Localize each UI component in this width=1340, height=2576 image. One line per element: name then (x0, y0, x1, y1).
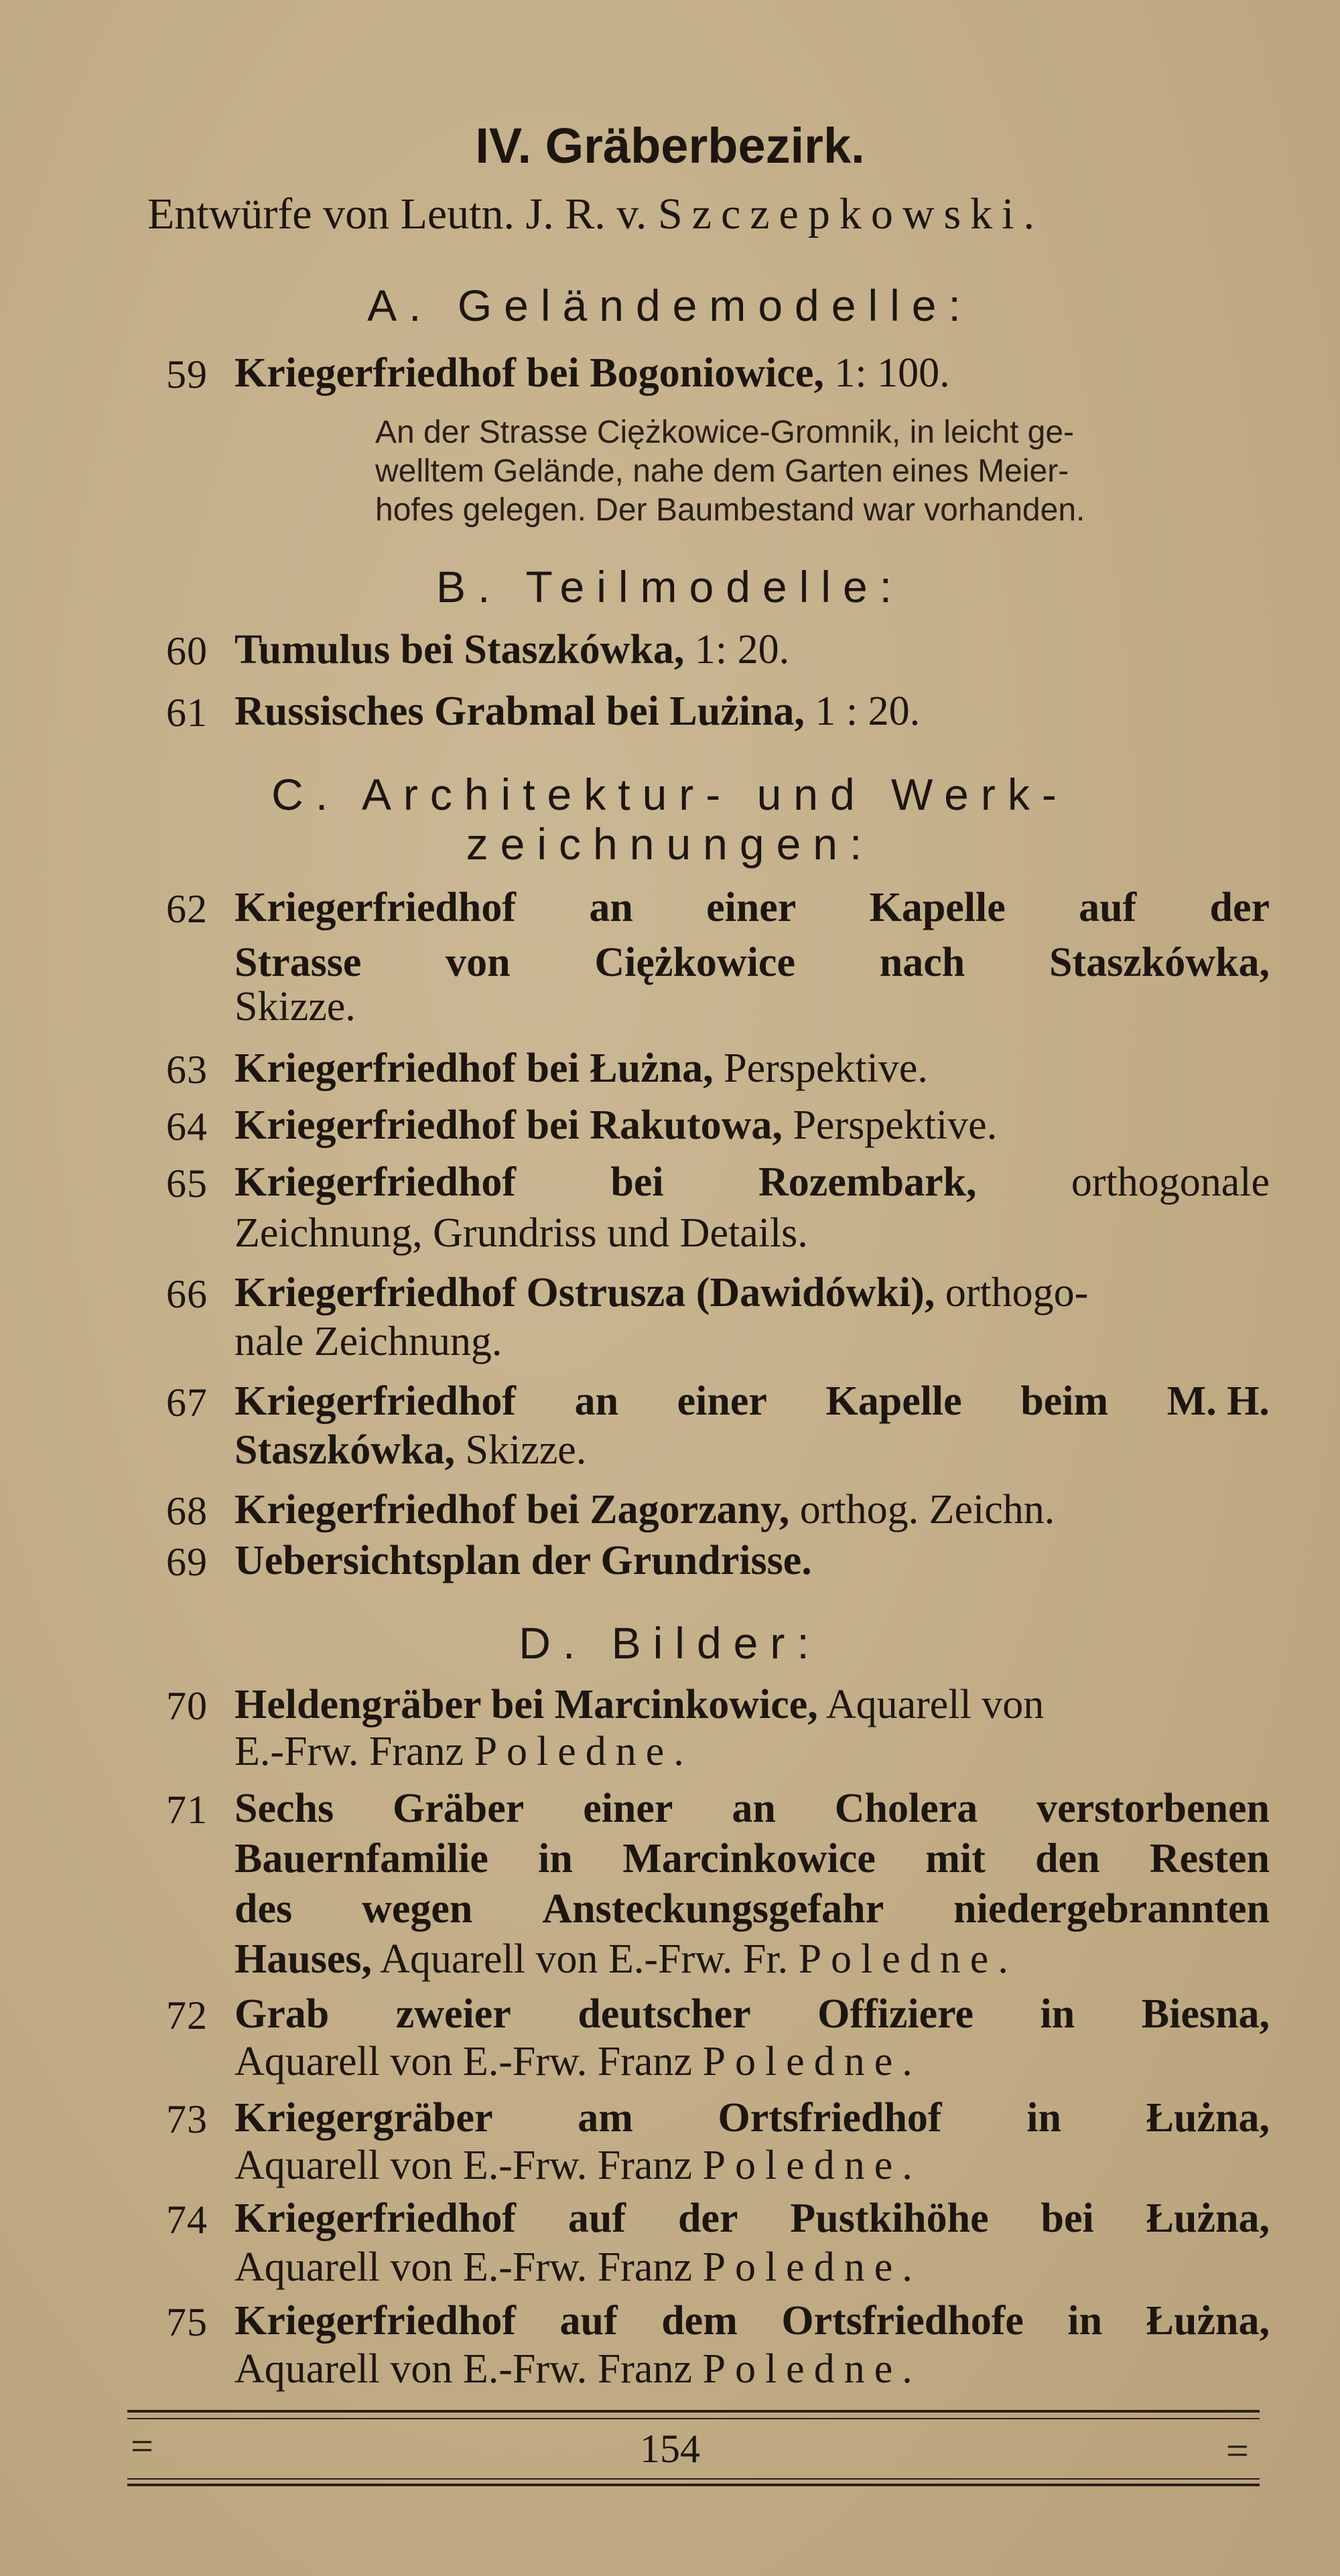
word: Ansteckungsgefahr (542, 1886, 884, 1932)
entry-number: 62 (166, 887, 208, 931)
word: in (538, 1836, 573, 1881)
subtitle-author: Szczepkowski. (657, 190, 1045, 238)
word: zweier (395, 1991, 511, 2037)
word: Gräber (393, 1786, 525, 1831)
entry-detail: Aquarell von E.-Frw. Fr. (371, 1936, 789, 1982)
entry-number: 69 (166, 1540, 208, 1584)
entry-title: Kriegerfriedhof bei Bogoniowice, (234, 350, 824, 396)
entry-text (234, 1427, 586, 1474)
entry-text: Skizze. (234, 984, 356, 1029)
entry-text (234, 1269, 1088, 1317)
entry-title: Kriegerfriedhof bei Zagorzany, (234, 1487, 790, 1532)
word: Łużna, (1146, 2298, 1270, 2344)
word: Kapelle (825, 1378, 962, 1424)
word: Kriegerfriedhof (234, 2298, 517, 2344)
word: Łużna, (1146, 2095, 1270, 2141)
entry-number: 73 (166, 2097, 208, 2141)
word: in (1067, 2298, 1103, 2344)
entry-title: Heldengräber bei Marcinkowice, (234, 1682, 818, 1727)
entry-text: Zeichnung, Grundriss und Details. (234, 1210, 808, 1256)
word: Kriegerfriedhof (234, 1378, 517, 1424)
word: niedergebrannten (953, 1886, 1270, 1932)
entry-text: Uebersichtsplan der Grundrisse. (234, 1538, 812, 1583)
word: an (574, 1378, 619, 1424)
section-c-heading: C. Architektur- und Werk- (271, 770, 1069, 819)
entry-text (234, 1486, 1055, 1534)
entry-text (234, 2346, 922, 2393)
word: Sechs (234, 1786, 334, 1831)
word: bei (610, 1159, 664, 1205)
entry-text (234, 884, 1270, 932)
page-title: IV. Gräberbezirk. (475, 118, 865, 173)
word: Ciężkowice (594, 940, 795, 985)
word: Kriegerfriedhof (234, 2196, 517, 2241)
word: Grab (234, 1991, 330, 2037)
word: Strasse (234, 940, 362, 985)
word: einer (677, 1378, 767, 1424)
word: Łużna, (1146, 2196, 1270, 2241)
word: Marcinkowice (622, 1836, 876, 1881)
word: Biesna, (1141, 1991, 1270, 2037)
word: einer (706, 885, 797, 930)
word: Resten (1149, 1836, 1270, 1881)
entry-text (234, 1835, 1270, 1883)
entry-text (234, 1885, 1270, 1933)
entry-title: Hauses, (234, 1936, 372, 1982)
entry-text (234, 1045, 928, 1092)
entry-title: Kriegerfriedhof bei Rakutowa, (234, 1102, 783, 1148)
section-b-heading: B. Teilmodelle: (436, 562, 904, 612)
entry-number: 64 (166, 1104, 208, 1149)
word: am (578, 2095, 633, 2141)
entry-number: 70 (166, 1684, 208, 1728)
entry-title: Kriegerfriedhof bei Łużna, (234, 1046, 714, 1091)
entry-text (234, 1936, 1018, 1983)
word: dem (661, 2298, 738, 2344)
artist-name: Poledne. (474, 1729, 693, 1774)
artist-name: Poledne. (702, 2039, 922, 2084)
entry-text (234, 1102, 997, 1149)
word: Ortsfriedhof (718, 2095, 942, 2141)
word: einer (583, 1786, 673, 1831)
entry-number: 72 (166, 1993, 208, 2037)
word: der (1209, 885, 1270, 930)
entry-title: Tumulus bei Staszkówka, (234, 627, 685, 672)
entry-detail: 1 : 20. (804, 689, 921, 734)
entry-note-line: welltem Gelände, nahe dem Garten eines Meier- (375, 453, 1069, 489)
entry-text (234, 2244, 922, 2291)
entry-number: 75 (166, 2300, 208, 2344)
word: Staszkówka, (1049, 940, 1270, 985)
entry-text (234, 1378, 1270, 1425)
word: von (446, 940, 511, 985)
entry-text (234, 688, 920, 735)
entry-text (234, 2297, 1270, 2345)
word: Cholera (834, 1786, 978, 1831)
entry-detail: Skizze. (455, 1427, 587, 1473)
word: Ortsfriedhofe (781, 2298, 1024, 2344)
page-number: 154 (640, 2427, 700, 2471)
entry-number: 61 (166, 691, 208, 735)
word: verstorbenen (1036, 1786, 1270, 1831)
entry-number: 71 (166, 1788, 208, 1832)
section-a-heading: A. Geländemodelle: (367, 281, 973, 330)
word: Bauernfamilie (234, 1836, 488, 1881)
entry-text (234, 2094, 1270, 2142)
section-d-heading: D. Bilder: (519, 1618, 821, 1668)
entry-text (234, 1991, 1270, 2038)
entry-note-line: An der Strasse Ciężkowice-Gromnik, in leicht ge- (375, 415, 1075, 450)
entry-title: Staszkówka, (234, 1427, 456, 1473)
artist-name: Poledne. (702, 2346, 922, 2392)
word: mit (925, 1836, 986, 1881)
entry-note-line: hofes gelegen. Der Baumbestand war vorhanden. (375, 492, 1085, 528)
entry-text (234, 2195, 1270, 2242)
word: M. H. (1166, 1378, 1270, 1424)
entry-title: Russisches Grabmal bei Lużina, (234, 689, 805, 734)
artist-name: Poledne. (798, 1936, 1018, 1982)
footer-rule-bottom-thin (127, 2478, 1260, 2480)
entry-detail: orthogo- (935, 1270, 1089, 1315)
entry-number: 67 (166, 1380, 208, 1425)
subtitle (147, 189, 1044, 240)
artist-name: Poledne. (702, 2244, 922, 2290)
word: Kriegerfriedhof (234, 1159, 517, 1205)
section-c-heading-cont: zeichnungen: (466, 819, 874, 869)
footer-rule-bottom (127, 2484, 1260, 2486)
entry-text: nale Zeichnung. (234, 1319, 503, 1364)
word: deutscher (578, 1991, 751, 2037)
word: den (1035, 1836, 1100, 1881)
entry-detail: Perspektive. (713, 1046, 928, 1091)
word: an (589, 885, 633, 930)
entry-detail: Aquarell von E.-Frw. Franz (234, 2244, 692, 2290)
footer-ornament-left: = (131, 2424, 153, 2468)
entry-number: 68 (166, 1489, 208, 1533)
entry-detail: Perspektive. (782, 1102, 998, 1148)
entry-text (234, 2038, 922, 2086)
word: Rozembark, (758, 1159, 977, 1205)
entry-number: 74 (166, 2198, 208, 2242)
entry-number: 65 (166, 1161, 208, 1206)
word: auf (559, 2298, 618, 2344)
entry-text (234, 1681, 1044, 1729)
word: an (732, 1786, 776, 1831)
entry-number: 59 (166, 352, 208, 397)
word: wegen (362, 1886, 473, 1932)
entry-text (234, 350, 950, 397)
entry-detail: Aquarell von E.-Frw. Franz (234, 2346, 692, 2392)
word: Offiziere (817, 1991, 974, 2037)
word: auf (1079, 885, 1137, 930)
word: des (234, 1886, 293, 1932)
subtitle-prefix: Entwürfe von Leutn. J. R. v. (147, 190, 647, 238)
word: Pustkihöhe (790, 2196, 989, 2241)
word: in (1040, 1991, 1075, 2037)
entry-detail: E.-Frw. Franz (234, 1729, 464, 1774)
word: der (677, 2196, 738, 2241)
footer-rule-top (127, 2410, 1260, 2413)
entry-number: 66 (166, 1272, 208, 1316)
entry-text (234, 1785, 1270, 1833)
word: Kriegergräber (234, 2095, 493, 2141)
entry-detail: Aquarell von E.-Frw. Franz (234, 2143, 692, 2188)
entry-title: Kriegerfriedhof Ostrusza (Dawidówki), (234, 1270, 935, 1315)
word: nach (879, 940, 965, 985)
word: in (1026, 2095, 1061, 2141)
word: orthogonale (1071, 1159, 1270, 1205)
footer-rule-top-thin (127, 2418, 1260, 2419)
word: auf (567, 2196, 626, 2241)
footer-ornament-right: = (1226, 2429, 1249, 2473)
entry-text (234, 626, 789, 674)
entry-number: 63 (166, 1048, 208, 1092)
entry-text (234, 1728, 693, 1776)
artist-name: Poledne. (702, 2143, 922, 2188)
word: Kriegerfriedhof (234, 885, 517, 930)
entry-detail: Aquarell von (817, 1682, 1045, 1727)
entry-text (234, 1159, 1270, 1206)
entry-detail: orthog. Zeichn. (789, 1487, 1055, 1532)
entry-number: 60 (166, 629, 208, 673)
word: bei (1041, 2196, 1094, 2241)
entry-text (234, 939, 1270, 987)
word: beim (1020, 1378, 1109, 1424)
word: Kapelle (869, 885, 1006, 930)
entry-text (234, 2142, 922, 2190)
entry-detail: 1: 20. (684, 627, 790, 672)
entry-detail: Aquarell von E.-Frw. Franz (234, 2039, 692, 2084)
entry-detail: 1: 100. (823, 350, 950, 396)
